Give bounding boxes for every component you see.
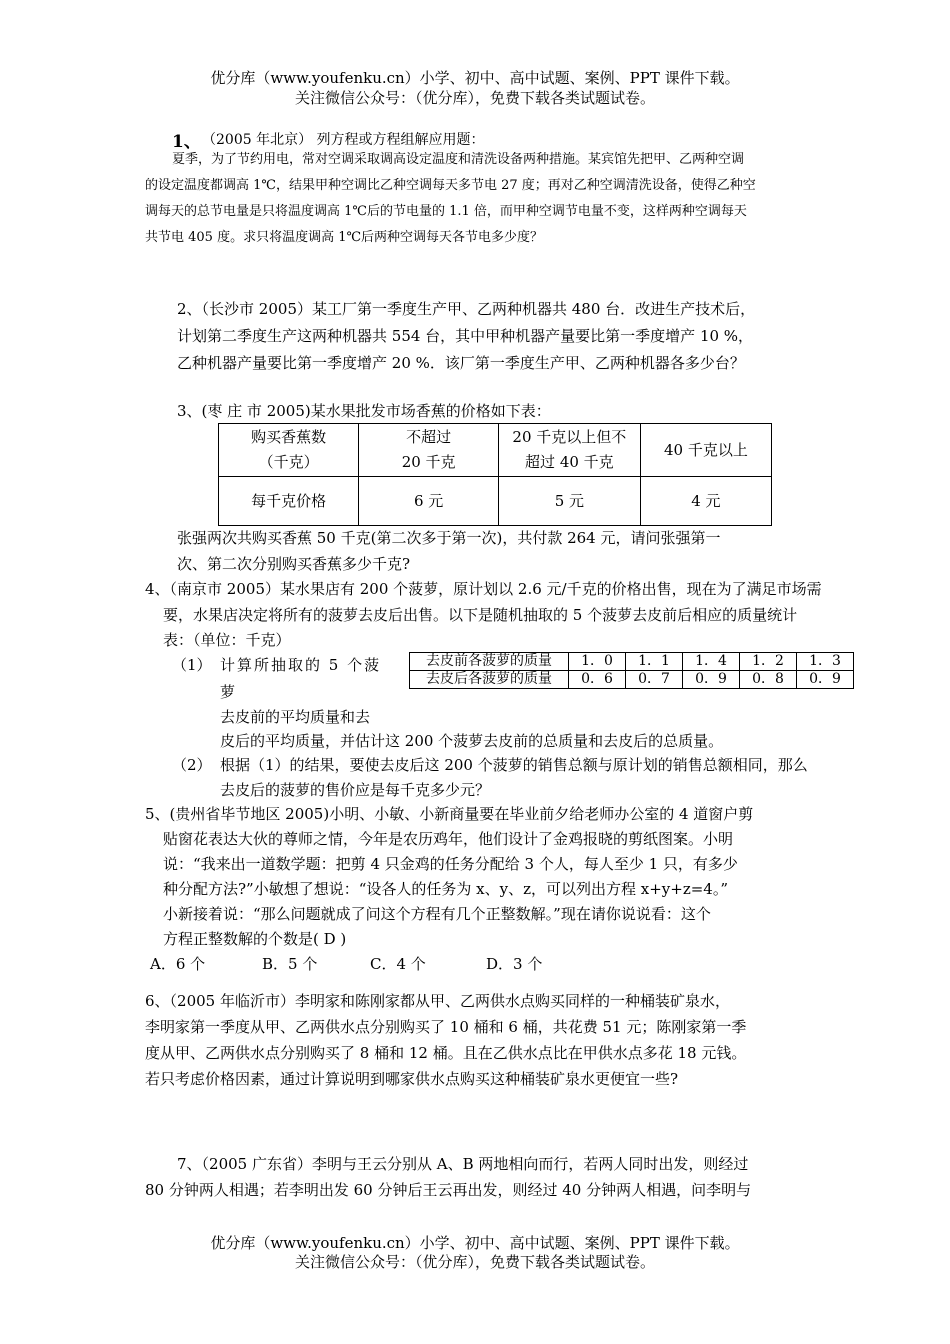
question-4-sub1-line: 萝 <box>220 683 236 701</box>
question-5-line: 小新接着说：“那么问题就成了问这个方程有几个正整数解。”现在请你说说看：这个 <box>163 905 711 923</box>
table-cell: 0．9 <box>683 671 740 689</box>
question-5-line: 说：“我来出一道数学题：把剪 4 只金鸡的任务分配给 3 个人，每人至少 1 只，有多少 <box>163 855 738 873</box>
option-c: C．4 个 <box>370 955 426 973</box>
table-header-cell: 不超过 20 千克 <box>359 424 499 477</box>
table-cell: 1．3 <box>797 653 854 671</box>
table-row-label: 去皮前各菠萝的质量 <box>410 653 569 671</box>
footer-line-1: 优分库（www.youfenku.cn）小学、初中、高中试题、案例、PPT 课件下载。 <box>210 1234 740 1252</box>
footer-line-2: 关注微信公众号：（优分库），免费下载各类试题试卷。 <box>294 1253 655 1271</box>
question-1-line: 的设定温度都调高 1℃，结果甲种空调比乙种空调每天多节电 27 度；再对乙种空调清洗设备，使得乙种空 <box>145 178 756 193</box>
table-cell: 0．7 <box>626 671 683 689</box>
question-7-line: 7、（2005 广东省）李明与王云分别从 A、B 两地相向而行，若两人同时出发，则经过 <box>177 1155 749 1173</box>
question-5-line: 种分配方法?”小敏想了想说：“设各人的任务为 x、y、z，可以列出方程 x+y+z=4。” <box>163 880 729 898</box>
question-4-sub1-line: 皮后的平均质量，并估计这 200 个菠萝去皮前的总质量和去皮后的总质量。 <box>220 732 724 750</box>
question-1-source: （2005 年北京） 列方程或方程组解应用题： <box>202 132 485 148</box>
question-4-sub2-line: 根据（1）的结果，要使去皮后这 200 个菠萝的销售总额与原计划的销售总额相同，那么 <box>220 756 808 774</box>
header-line-2: 关注微信公众号：（优分库），免费下载各类试题试卷。 <box>294 89 655 107</box>
question-1-line: 共节电 405 度。求只将温度调高 1℃后两种空调每天各节电多少度？ <box>145 230 544 245</box>
question-3-line: 次、第二次分别购买香蕉多少千克? <box>177 555 411 573</box>
question-4-line: 要，水果店决定将所有的菠萝去皮后出售。以下是随机抽取的 5 个菠萝去皮前后相应的质量统计 <box>163 606 798 624</box>
option-a: A．6 个 <box>150 955 206 973</box>
option-d: D．3 个 <box>486 955 543 973</box>
question-4-sub1-number: （1） <box>172 656 212 674</box>
question-6-line: 李明家第一季度从甲、乙两供水点分别购买了 10 桶和 6 桶，共花费 51 元；陈刚家第一季 <box>145 1018 747 1036</box>
table-header-cell: 购买香蕉数 （千克） <box>219 424 359 477</box>
table-cell: 1．0 <box>569 653 626 671</box>
table-cell: 1．1 <box>626 653 683 671</box>
table-cell: 0．8 <box>740 671 797 689</box>
table-cell: 0．9 <box>797 671 854 689</box>
banana-price-table <box>218 423 772 526</box>
question-4-line: 4、（南京市 2005）某水果店有 200 个菠萝，原计划以 2.6 元/千克的价格出售，现在为了满足市场需 <box>145 580 822 598</box>
question-2-line: 计划第二季度生产这两种机器共 554 台，其中甲种机器产量要比第一季度增产 10 %， <box>177 327 754 345</box>
table-cell: 1．2 <box>740 653 797 671</box>
question-2-line: 2、（长沙市 2005）某工厂第一季度生产甲、乙两种机器共 480 台．改进生产技术后， <box>177 300 756 318</box>
question-4-sub1-line: 去皮前的平均质量和去 <box>220 708 371 726</box>
question-1-line: 调每天的总节电量是只将温度调高 1℃后的节电量的 1.1 倍，而甲种空调节电量不变，这样两种空调每天 <box>145 204 747 219</box>
question-5-line: 方程正整数解的个数是( D ) <box>163 930 347 948</box>
question-6-line: 若只考虑价格因素，通过计算说明到哪家供水点购买这种桶装矿泉水更便宜一些? <box>145 1070 679 1088</box>
question-3-intro: 3、(枣 庄 市 2005)某水果批发市场香蕉的价格如下表： <box>177 402 551 420</box>
question-5-line: 5、(贵州省毕节地区 2005)小明、小敏、小新商量要在毕业前夕给老师办公室的 4 道窗户剪 <box>145 805 754 823</box>
question-1-number: 1、 <box>172 132 201 152</box>
table-cell: 6 元 <box>359 477 499 526</box>
table-header-cell: 40 千克以上 <box>640 424 771 477</box>
question-4-sub2-line: 去皮后的菠萝的售价应是每千克多少元？ <box>220 781 491 799</box>
question-4-sub1-line: 计算所抽取的 5 个菠 <box>220 656 382 674</box>
table-header-cell: 20 千克以上但不 超过 40 千克 <box>498 424 640 477</box>
header-line-1: 优分库（www.youfenku.cn）小学、初中、高中试题、案例、PPT 课件下载。 <box>210 69 740 87</box>
table-row-label: 每千克价格 <box>219 477 359 526</box>
pineapple-weight-table <box>409 652 854 689</box>
option-b: B．5 个 <box>262 955 318 973</box>
question-2-line: 乙种机器产量要比第一季度增产 20 %．该厂第一季度生产甲、乙两种机器各多少台？ <box>177 354 745 372</box>
question-6-line: 度从甲、乙两供水点分别购买了 8 桶和 12 桶。且在乙供水点比在甲供水点多花 18 元钱。 <box>145 1044 747 1062</box>
question-5-line: 贴窗花表达大伙的尊师之情，今年是农历鸡年，他们设计了金鸡报晓的剪纸图案。小明 <box>163 830 734 848</box>
question-4-line: 表：（单位：千克） <box>163 631 291 649</box>
question-1-line: 夏季，为了节约用电，常对空调采取调高设定温度和清洗设备两种措施。某宾馆先把甲、乙两种空调 <box>172 152 745 167</box>
question-4-sub2-number: （2） <box>172 756 212 774</box>
table-cell: 5 元 <box>498 477 640 526</box>
table-cell: 1．4 <box>683 653 740 671</box>
table-cell: 4 元 <box>640 477 771 526</box>
table-cell: 0．6 <box>569 671 626 689</box>
question-6-line: 6、（2005 年临沂市）李明家和陈刚家都从甲、乙两供水点购买同样的一种桶装矿泉水， <box>145 992 730 1010</box>
question-7-line: 80 分钟两人相遇；若李明出发 60 分钟后王云再出发，则经过 40 分钟两人相遇，问李明与 <box>145 1181 752 1199</box>
table-row-label: 去皮后各菠萝的质量 <box>410 671 569 689</box>
question-3-line: 张强两次共购买香蕉 50 千克(第二次多于第一次)，共付款 264 元，请问张强第一 <box>177 529 721 547</box>
